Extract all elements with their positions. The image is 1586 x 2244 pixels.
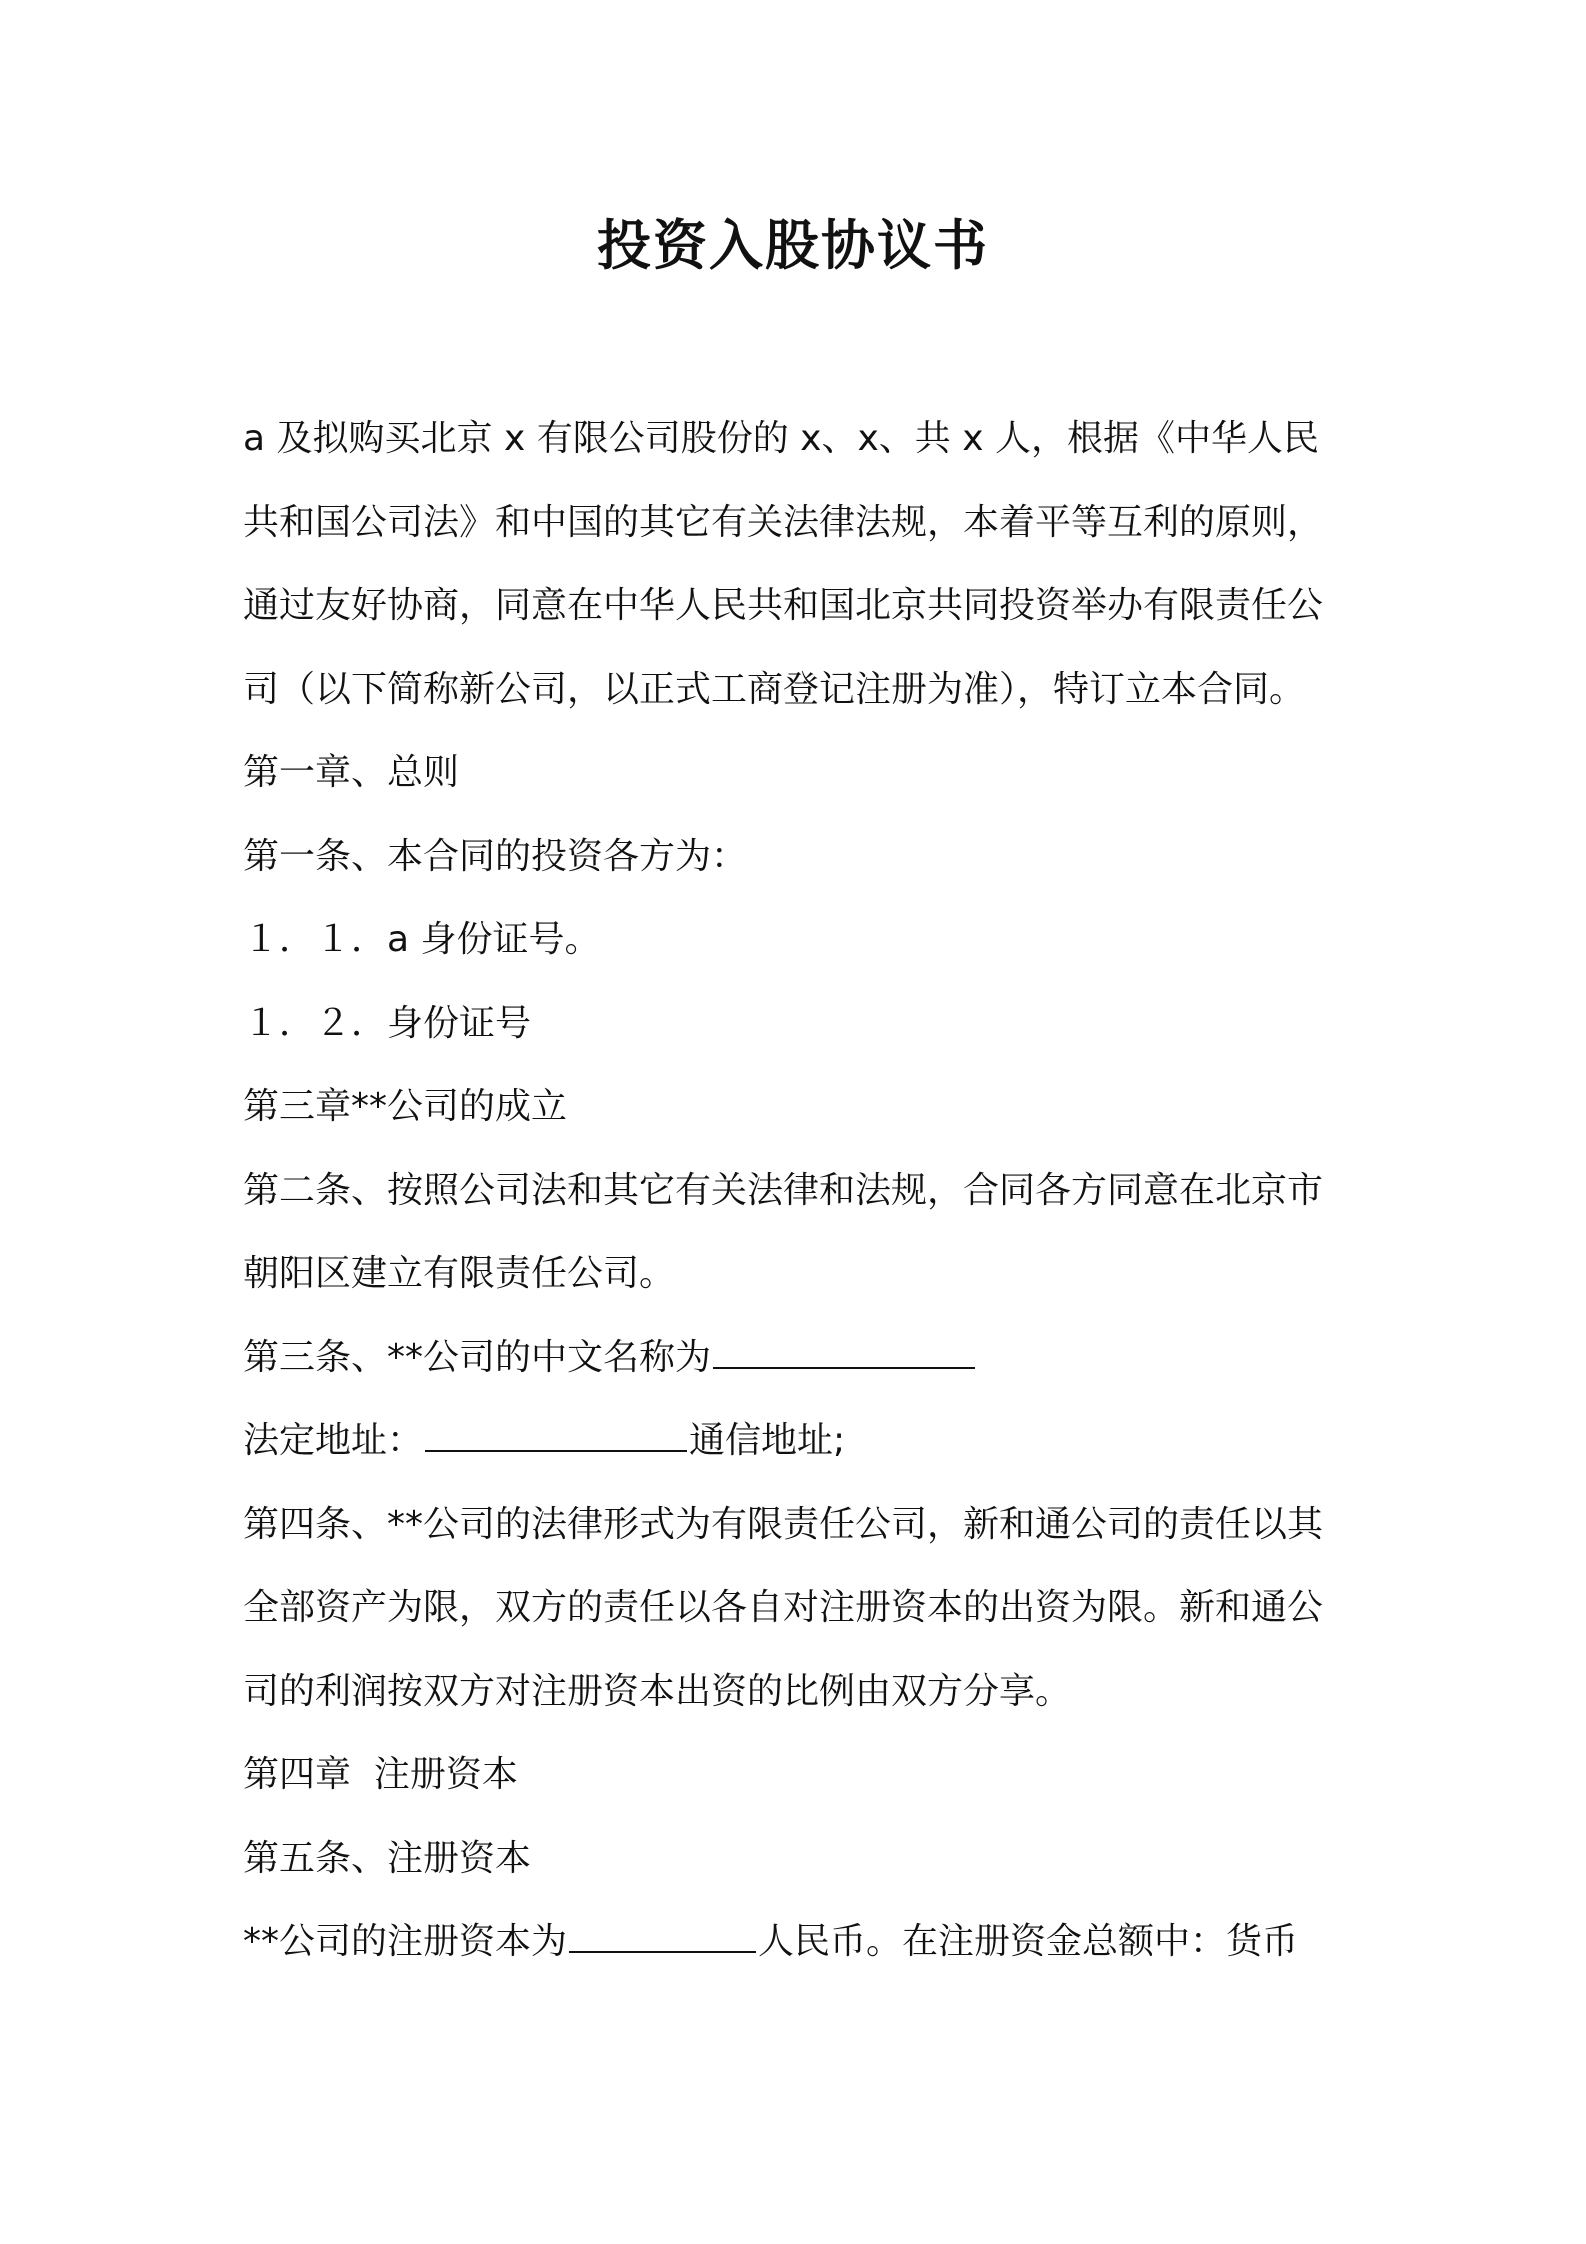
chapter-3-heading: 第三章**公司的成立 <box>243 1086 568 1127</box>
legal-address-blank <box>425 1414 687 1452</box>
company-name-blank <box>713 1331 975 1369</box>
registered-capital-prefix: **公司的注册资本为 <box>243 1921 568 1962</box>
chapter-1-heading: 第一章、总则 <box>243 752 460 793</box>
article-4-line-3: 司的利润按双方对注册资本出资的比例由双方分享。 <box>243 1670 1072 1712</box>
document-body <box>243 397 1363 1984</box>
article-4-line-2: 全部资产为限，双方的责任以各自对注册资本的出资为限。新和通公 <box>243 1587 1324 1628</box>
item-1-2: １．２．身份证号 <box>243 1002 532 1044</box>
article-2-line-1: 第二条、按照公司法和其它有关法律和法规，合同各方同意在北京市 <box>243 1169 1324 1211</box>
paragraph-intro-line-4: 司（以下简称新公司，以正式工商登记注册为准），特订立本合同。 <box>243 668 1306 710</box>
chapter-4-heading: 第四章 注册资本 <box>243 1754 518 1795</box>
item-1-1: １．１．a 身份证号。 <box>243 919 601 960</box>
article-3-name-line <box>243 1316 1363 1400</box>
paragraph-intro-line-2: 共和国公司法》和中国的其它有关法律法规，本着平等互利的原则， <box>243 501 1324 543</box>
legal-address-label: 法定地址： <box>243 1420 424 1461</box>
article-3-prefix: 第三条、**公司的中文名称为 <box>243 1336 712 1378</box>
mail-address-label: 通信地址; <box>689 1420 846 1461</box>
article-4-line-1: 第四条、**公司的法律形式为有限责任公司，新和通公司的责任以其 <box>243 1503 1324 1545</box>
paragraph-intro-line-1: a 及拟购买北京 x 有限公司股份的 x、x、共 x 人，根据《中华人民 <box>243 418 1319 459</box>
paragraph-intro-line-3: 通过友好协商，同意在中华人民共和国北京共同投资举办有限责任公 <box>243 585 1324 626</box>
registered-capital-line <box>243 1900 1363 1984</box>
article-5: 第五条、注册资本 <box>243 1837 532 1879</box>
registered-capital-blank <box>569 1915 756 1953</box>
article-3-address-line <box>243 1399 1363 1483</box>
registered-capital-suffix: 人民币。在注册资金总额中：货币 <box>758 1921 1299 1962</box>
document-title: 投资入股协议书 <box>597 214 989 277</box>
article-1: 第一条、本合同的投资各方为： <box>243 835 748 877</box>
article-2-line-2: 朝阳区建立有限责任公司。 <box>243 1253 676 1294</box>
